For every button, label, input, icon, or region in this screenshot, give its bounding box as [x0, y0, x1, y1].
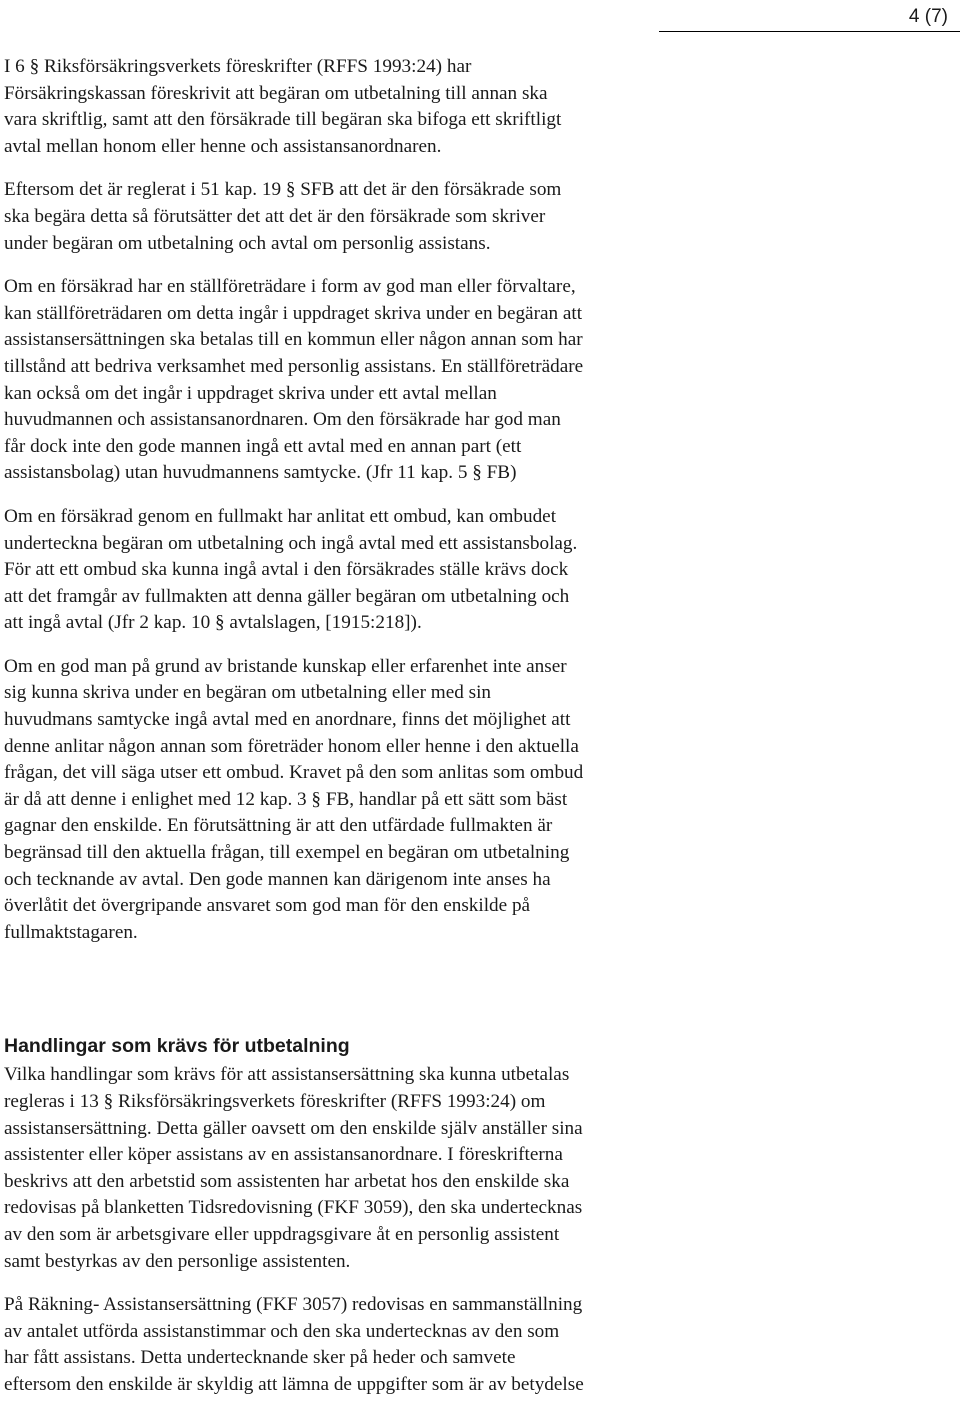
- text-line: vara skriftlig, samt att den försäkrade till begäran ska bifoga ett skriftligt: [4, 109, 562, 131]
- text-line: att det framgår av fullmakten att denna gäller begäran om utbetalning och: [4, 585, 570, 607]
- text-line: överlåtit det övergripande ansvaret som god man för den enskilde på: [4, 895, 531, 917]
- text-line: och tecknande av avtal. Den gode mannen kan därigenom inte anses ha: [4, 868, 551, 890]
- text-line: underteckna begäran om utbetalning och ingå avtal med ett assistansbolag.: [4, 532, 578, 554]
- text-line: gagnar den enskilde. En förutsättning är att den utfärdade fullmakten är: [4, 815, 553, 837]
- paragraph-sfb-51: [4, 177, 724, 257]
- page-number: 4 (7): [908, 6, 948, 27]
- text-line: För att ett ombud ska kunna ingå avtal i den försäkrades ställe krävs dock: [4, 559, 569, 581]
- text-line: assistansbolag) utan huvudmannens samtycke. (Jfr 11 kap. 5 § FB): [4, 462, 517, 484]
- text-line: På Räkning- Assistansersättning (FKF 3057) redovisas en sammanställning: [4, 1294, 583, 1316]
- text-line: Vilka handlingar som krävs för att assistansersättning ska kunna utbetalas: [4, 1064, 570, 1086]
- document-body: [4, 54, 724, 1416]
- text-line: Försäkringskassan föreskrivit att begäran om utbetalning till annan ska: [4, 82, 548, 104]
- text-line: kan ställföreträdaren om detta ingår i uppdraget skriva under en begäran att: [4, 302, 583, 324]
- text-line: frågan, det vill säga utser ett ombud. Kravet på den som anlitas som ombud: [4, 762, 584, 784]
- text-line: beskrivs att den arbetstid som assistenten har arbetat hos den enskilde ska: [4, 1170, 570, 1192]
- text-line: huvudmannen och assistansanordnaren. Om den försäkrade har god man: [4, 409, 561, 431]
- text-line: begränsad till den aktuella frågan, till exempel en begäran om utbetalning: [4, 842, 570, 864]
- text-line: I 6 § Riksförsäkringsverkets föreskrifter (RFFS 1993:24) har: [4, 56, 472, 77]
- header-rule: [659, 31, 960, 32]
- paragraph-rakning: [4, 1292, 724, 1398]
- text-line: assistenter eller köper assistans av en assistansanordnare. I föreskrifterna: [4, 1144, 563, 1166]
- text-line: huvudmans samtycke ingå avtal med en anordnare, finns det möjlighet att: [4, 709, 571, 731]
- text-line: ska begära detta så förutsätter det att det är den försäkrade som skriver: [4, 205, 546, 227]
- text-line: fullmaktstagaren.: [4, 921, 138, 943]
- text-line: Om en god man på grund av bristande kunskap eller erfarenhet inte anser: [4, 655, 567, 677]
- text-line: denne anlitar någon annan som företräder honom eller henne i den aktuella: [4, 735, 579, 757]
- paragraph-stallforetradare: [4, 274, 724, 487]
- text-line: Eftersom det är reglerat i 51 kap. 19 § SFB att det är den försäkrade som: [4, 179, 562, 201]
- paragraph-god-man: [4, 654, 724, 947]
- text-line: tillstånd att bedriva verksamhet med personlig assistans. En ställföreträdare: [4, 355, 584, 377]
- text-line: av den som är arbetsgivare eller uppdragsgivare åt en personlig assistent: [4, 1223, 560, 1245]
- text-line: får dock inte den gode mannen ingå ett avtal med en annan part (ett: [4, 435, 522, 457]
- text-line: har fått assistans. Detta undertecknande sker på heder och samvete: [4, 1347, 516, 1369]
- text-line: att ingå avtal (Jfr 2 kap. 10 § avtalslagen, [1915:218]).: [4, 612, 422, 634]
- text-line: Om en försäkrad har en ställföreträdare i form av god man eller förvaltare,: [4, 276, 576, 298]
- paragraph-rffs-6: [4, 54, 724, 160]
- text-line: av antalet utförda assistanstimmar och den ska undertecknas av den som: [4, 1320, 560, 1342]
- text-line: regleras i 13 § Riksförsäkringsverkets föreskrifter (RFFS 1993:24) om: [4, 1091, 546, 1112]
- paragraph-handlingar: [4, 1062, 724, 1275]
- text-line: kan också om det ingår i uppdraget skriva under ett avtal mellan: [4, 382, 497, 404]
- text-line: samt bestyrkas av den personlige assistenten.: [4, 1250, 351, 1272]
- section-spacer: [4, 963, 724, 1033]
- text-line: under begäran om utbetalning och avtal om personlig assistans.: [4, 232, 491, 254]
- section-heading: Handlingar som krävs för utbetalning: [4, 1035, 350, 1058]
- paragraph-fullmakt-ombud: [4, 504, 724, 637]
- text-line: är då att denne i enlighet med 12 kap. 3 § FB, handlar på ett sätt som bäst: [4, 788, 568, 810]
- text-line: assistansersättningen ska betalas till en kommun eller någon annan som har: [4, 329, 583, 351]
- text-line: Om en försäkrad genom en fullmakt har anlitat ett ombud, kan ombudet: [4, 505, 557, 527]
- text-line: eftersom den enskilde är skyldig att lämna de uppgifter som är av betydelse: [4, 1373, 584, 1395]
- text-line: redovisas på blanketten Tidsredovisning (FKF 3059), den ska undertecknas: [4, 1197, 583, 1219]
- text-line: sig kunna skriva under en begäran om utbetalning eller med sin: [4, 682, 492, 704]
- text-line: assistansersättning. Detta gäller oavsett om den enskilde själv anställer sina: [4, 1117, 583, 1139]
- text-line: avtal mellan honom eller henne och assistansanordnaren.: [4, 135, 442, 157]
